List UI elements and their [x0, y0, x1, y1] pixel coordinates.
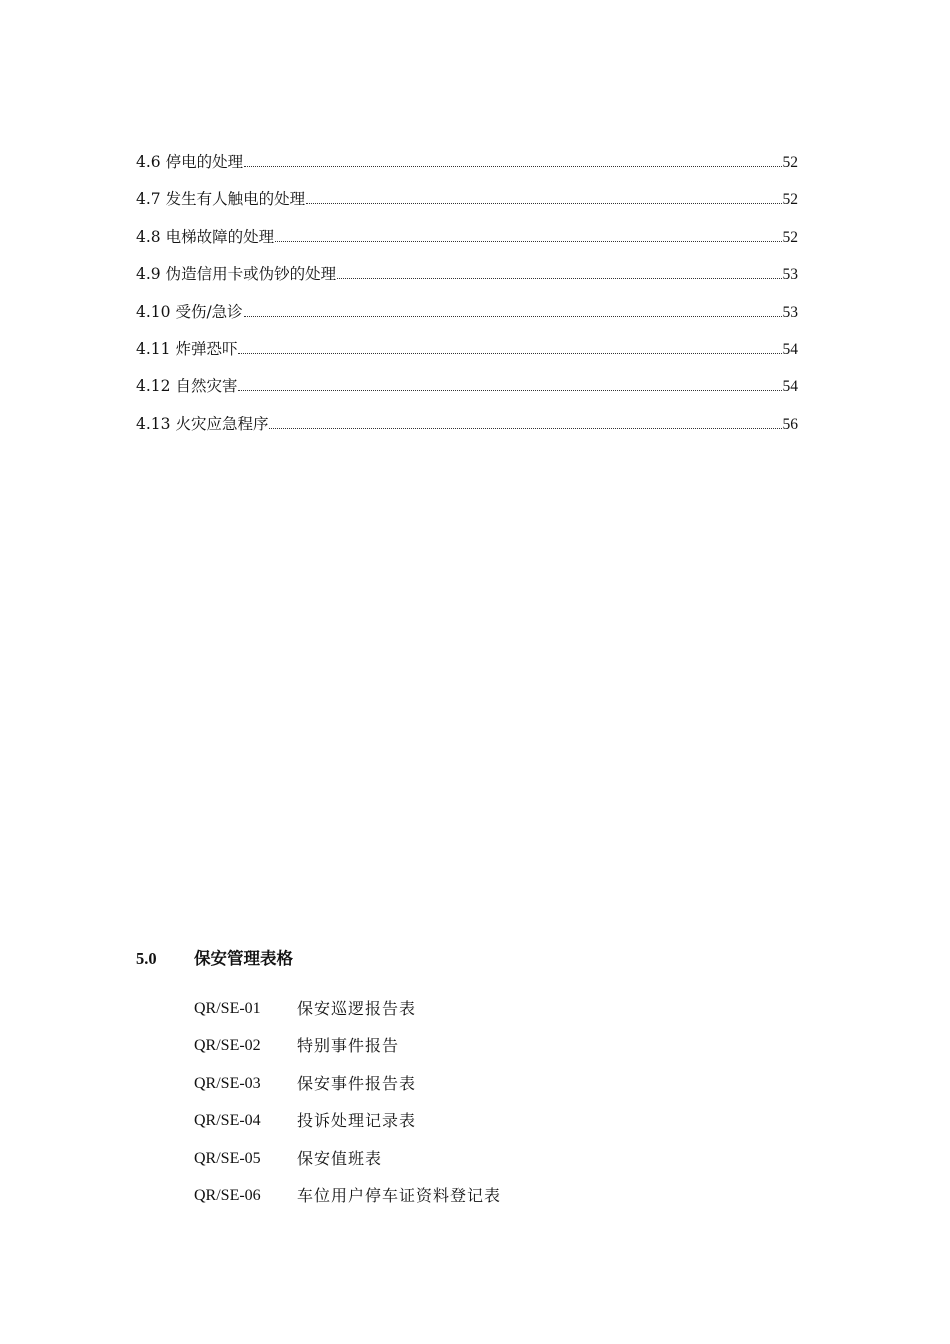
toc-entry[interactable] — [136, 412, 798, 449]
toc-entry-label: 4.10 受伤/急诊 — [136, 302, 243, 321]
form-item — [194, 1071, 836, 1108]
toc-entry-label: 4.9 伪造信用卡或伪钞的处理 — [136, 265, 337, 284]
toc-entry[interactable] — [136, 225, 798, 262]
toc-page-number: 56 — [782, 415, 798, 433]
toc-dot-leader — [244, 166, 781, 167]
form-title: 保安事件报告表 — [297, 1073, 417, 1093]
toc-dot-leader — [244, 316, 782, 317]
toc-page-number: 54 — [782, 340, 798, 358]
form-code: QR/SE-05 — [194, 1149, 261, 1167]
form-code: QR/SE-01 — [194, 1000, 261, 1017]
form-code: QR/SE-02 — [194, 1037, 261, 1055]
form-title: 特别事件报告 — [297, 1036, 400, 1056]
toc-page-number: 53 — [782, 303, 798, 321]
toc-page-number: 54 — [782, 378, 798, 396]
toc-dot-leader — [337, 278, 781, 279]
toc-page-number: 53 — [782, 266, 798, 284]
toc-entry[interactable] — [136, 337, 798, 374]
toc-entry-label: 4.6 停电的处理 — [136, 153, 244, 171]
toc-entry-label: 4.13 火灾应急程序 — [136, 414, 269, 433]
forms-section — [136, 946, 836, 1220]
toc-entry[interactable] — [136, 300, 798, 337]
toc-entry[interactable] — [136, 262, 798, 299]
forms-list — [194, 996, 836, 1220]
toc-entry-label: 4.12 自然灾害 — [136, 377, 238, 396]
toc-dot-leader — [238, 390, 781, 391]
toc-dot-leader — [238, 353, 781, 354]
form-item — [194, 996, 836, 1033]
toc-page-number: 52 — [782, 191, 798, 209]
form-item — [194, 1108, 836, 1145]
form-title: 车位用户停车证资料登记表 — [297, 1185, 502, 1205]
table-of-contents — [136, 150, 798, 449]
form-code: QR/SE-03 — [194, 1074, 261, 1092]
toc-page-number: 52 — [782, 228, 798, 246]
form-item — [194, 1033, 836, 1070]
form-title: 保安巡逻报告表 — [297, 999, 417, 1018]
form-item — [194, 1146, 836, 1183]
toc-page-number: 52 — [782, 154, 798, 171]
form-item — [194, 1183, 836, 1220]
toc-entry-label: 4.8 电梯故障的处理 — [136, 227, 275, 246]
section-heading — [136, 946, 836, 996]
form-code: QR/SE-04 — [194, 1112, 261, 1130]
form-title: 保安值班表 — [297, 1148, 383, 1168]
toc-entry-label: 4.7 发生有人触电的处理 — [136, 190, 306, 209]
toc-entry[interactable] — [136, 150, 798, 187]
toc-entry-label: 4.11 炸弹恐吓 — [136, 339, 238, 358]
section-number: 5.0 — [136, 949, 157, 968]
form-title: 投诉处理记录表 — [297, 1111, 417, 1131]
toc-entry[interactable] — [136, 187, 798, 224]
section-title: 保安管理表格 — [194, 949, 293, 968]
toc-dot-leader — [275, 241, 781, 242]
toc-dot-leader — [269, 428, 781, 429]
toc-entry[interactable] — [136, 374, 798, 411]
form-code: QR/SE-06 — [194, 1186, 261, 1204]
toc-dot-leader — [306, 203, 781, 204]
